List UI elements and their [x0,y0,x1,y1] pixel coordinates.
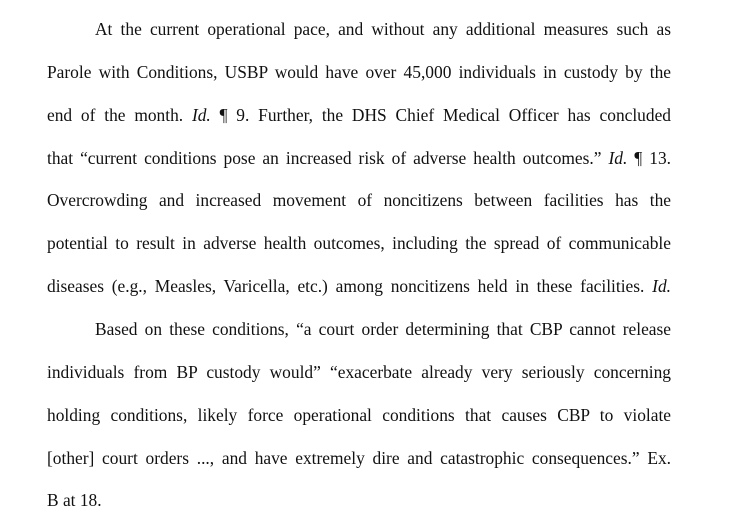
text-segment: potential to result in adverse health outcomes, including the spread of communicable [47,233,671,253]
paragraph-1-line-7 [47,276,671,296]
paragraph-2-line-2 [47,362,671,382]
text-segment: individuals from BP custody would” “exacerbate already very seriously concerning [47,362,671,382]
text-segment: Based on these conditions, “a court order determining that CBP cannot release [95,319,671,339]
text-segment: ¶ 13. [627,148,671,168]
paragraph-1-line-2 [47,62,671,82]
paragraph-1-line-1 [95,19,671,39]
text-segment: ¶ 9. Further, the DHS Chief Medical Officer has concluded [210,105,671,125]
paragraph-1-line-5 [47,190,671,210]
citation-id: Id. [191,105,211,125]
text-segment: end of the month. [47,105,192,125]
paragraph-1-line-6 [47,233,671,253]
paragraph-2-line-1 [95,319,671,339]
text-segment: At the current operational pace, and without any additional measures such as [95,19,671,39]
text-segment: Parole with Conditions, USBP would have over 45,000 individuals in custody by the [47,62,671,82]
text-segment: that “current conditions pose an increased risk of adverse health outcomes.” [47,148,609,168]
text-segment: holding conditions, likely force operational conditions that causes CBP to violate [47,405,671,425]
paragraph-2-line-5 [47,490,671,510]
text-segment: diseases (e.g., Measles, Varicella, etc.) among noncitizens held in these facilities. [47,276,653,296]
paragraph-2-line-3 [47,405,671,425]
citation-id: Id. [608,148,628,168]
text-segment: Overcrowding and increased movement of noncitizens between facilities has the [47,190,671,210]
text-segment: B at 18. [47,490,102,510]
text-segment: [other] court orders ..., and have extremely dire and catastrophic consequences.” Ex. [47,448,671,468]
paragraph-1-line-4 [47,148,671,168]
citation-id: Id. [652,276,671,296]
paragraph-1-line-3 [47,105,671,125]
paragraph-2-line-4 [47,448,671,468]
